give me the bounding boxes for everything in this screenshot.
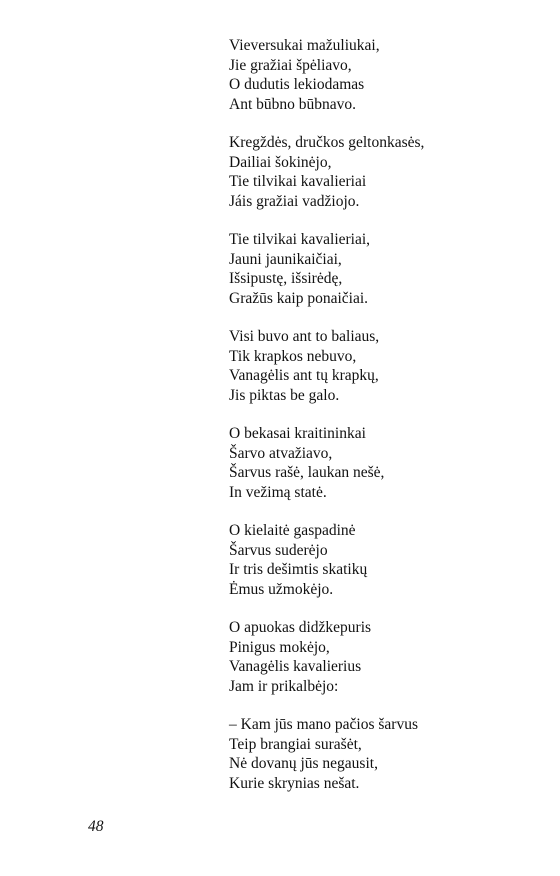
poem-line: Kregždės, dručkos geltonkasės, bbox=[229, 134, 425, 151]
stanza-3 bbox=[229, 230, 539, 308]
poem-line: Gražūs kaip ponaičiai. bbox=[229, 289, 369, 307]
stanza-7 bbox=[229, 618, 539, 696]
stanza-1 bbox=[229, 36, 539, 114]
poem-line: Vieversukai mažuliukai, bbox=[229, 37, 380, 54]
poem-line: Vanagėlis ant tų krapkų, bbox=[229, 367, 379, 384]
poem-line: Šarvus rašė, laukan nešė, bbox=[229, 464, 385, 481]
poem-line: Nė dovanų jūs negausit, bbox=[229, 755, 378, 772]
stanza-5 bbox=[229, 424, 539, 502]
poem-line: O kielaitė gaspadinė bbox=[229, 522, 356, 539]
poem-line: Ir tris dešimtis skatikų bbox=[229, 561, 368, 578]
poem-line: O dudutis lekiodamas bbox=[229, 76, 365, 93]
poem-line: Ant būbno būbnavo. bbox=[229, 95, 357, 113]
poem bbox=[229, 36, 539, 812]
poem-line: – Kam jūs mano pačios šarvus bbox=[229, 716, 418, 733]
stanza-2 bbox=[229, 133, 539, 211]
poem-line: Pinigus mokėjo, bbox=[229, 638, 330, 656]
stanza-6 bbox=[229, 521, 539, 599]
poem-line: Vanagėlis kavalierius bbox=[229, 658, 362, 675]
poem-line: Jie gražiai špėliavo, bbox=[229, 56, 352, 74]
poem-line: Ėmus užmokėjo. bbox=[229, 580, 334, 598]
poem-line: Tie tilvikai kavalieriai bbox=[229, 173, 367, 190]
poem-line: In vežimą statė. bbox=[229, 483, 327, 501]
poem-line: Išsipustę, išsirėdę, bbox=[229, 270, 343, 287]
poem-line: Tik krapkos nebuvo, bbox=[229, 347, 357, 365]
poem-line: Jam ir prikalbėjo: bbox=[229, 677, 339, 695]
stanza-8 bbox=[229, 715, 539, 793]
poem-line: Jáis gražiai vadžiojo. bbox=[229, 192, 360, 210]
poem-line: Visi buvo ant to baliaus, bbox=[229, 328, 380, 345]
poem-line: Teip brangiai surašėt, bbox=[229, 735, 362, 753]
poem-line: Kurie skrynias nešat. bbox=[229, 774, 360, 792]
poem-line: Jis piktas be galo. bbox=[229, 386, 340, 404]
stanza-4 bbox=[229, 327, 539, 405]
poem-line: Tie tilvikai kavalieriai, bbox=[229, 231, 371, 248]
poem-line: Šarvo atvažiavo, bbox=[229, 444, 333, 462]
poem-line: Šarvus suderėjo bbox=[229, 541, 328, 559]
poem-line: Dailiai šokinėjo, bbox=[229, 153, 332, 171]
poem-line: Jauni jaunikaičiai, bbox=[229, 250, 342, 268]
poem-line: O bekasai kraitininkai bbox=[229, 425, 366, 442]
poem-line: O apuokas didžkepuris bbox=[229, 619, 372, 636]
page-number: 48 bbox=[88, 818, 104, 835]
